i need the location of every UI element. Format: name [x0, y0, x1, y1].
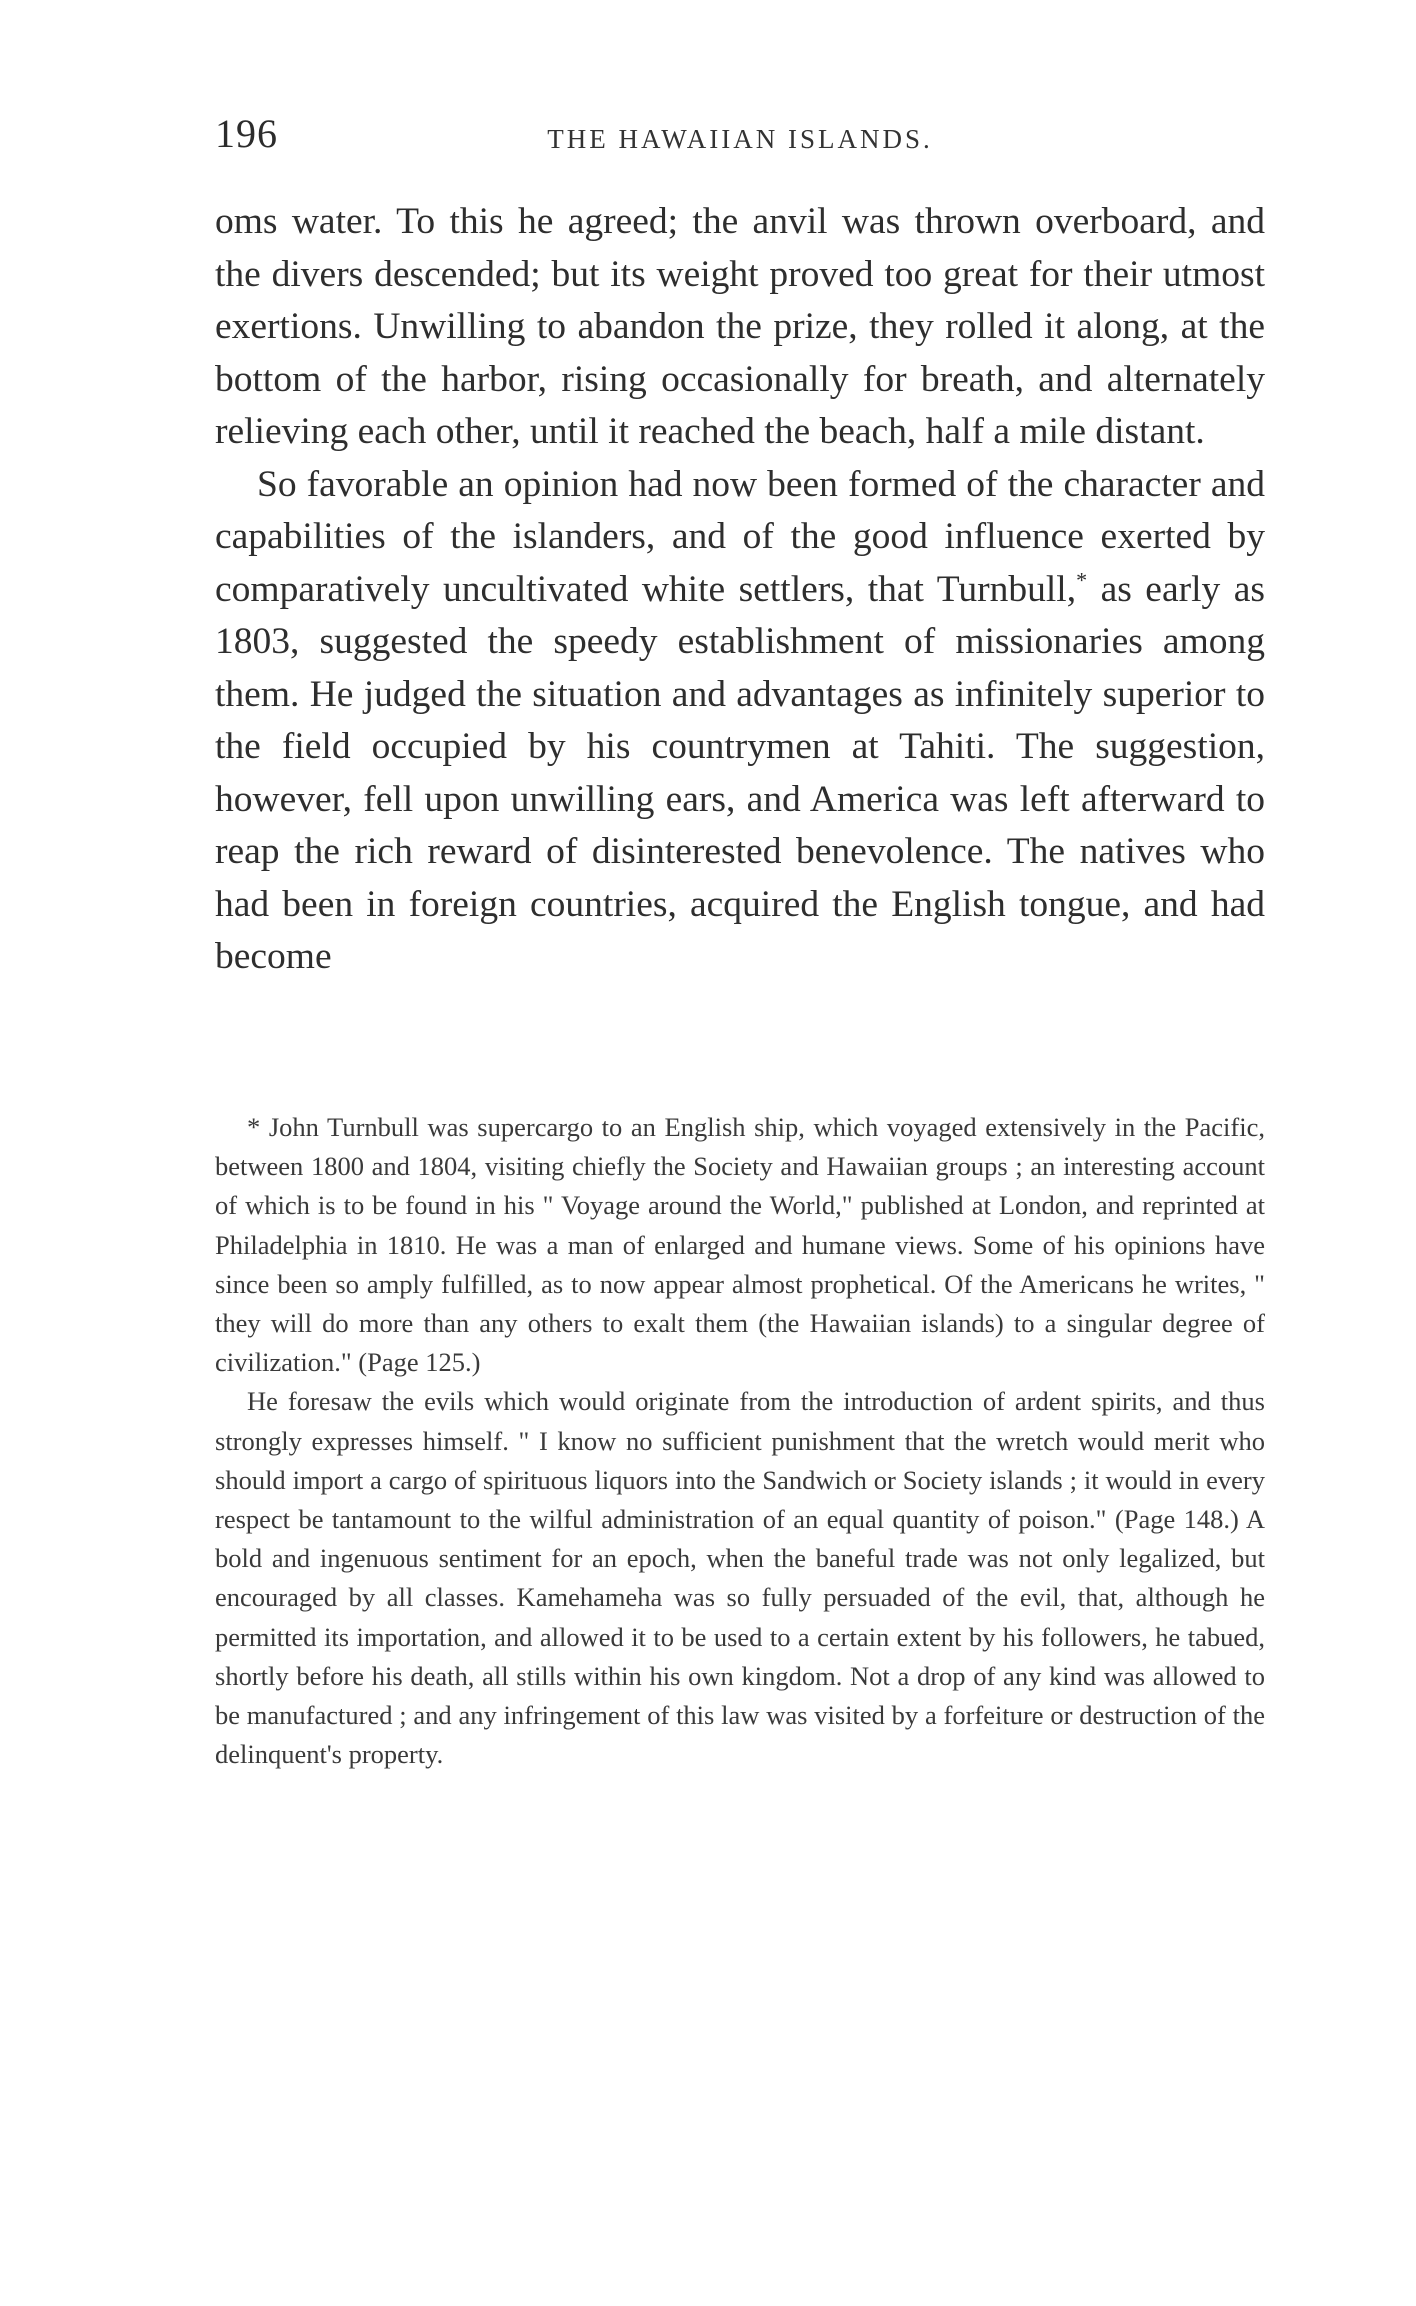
- footnote-marker[interactable]: *: [1076, 567, 1088, 592]
- running-head: THE HAWAIIAN ISLANDS.: [547, 124, 933, 154]
- footnote-turnbull: * John Turnbull was supercargo to an English ship, which voyaged extensively in the Pacific, between 1800 and 1804, visiting chiefly the Society and Hawaiian groups ; an interesting account of which is to be found in his " Voyage around the World," published at London, and reprinted at Philadelphia in 1810. He was a man of enlarged and humane views. Some of his opinions have since been so amply fulfilled, as to now appear almost prophetical. Of the Americans he writes, " they will do more than any others to exalt them (the Hawaiian islands) to a singular degree of civilization." (Page 125.): [215, 1112, 1265, 1378]
- footnote-spirits: He foresaw the evils which would originate from the introduction of ardent spirits, and thus strongly expresses himself. " I know no sufficient punishment that the wretch would merit who should import a cargo of spirituous liquors into the Sandwich or Society islands ; it would in every respect be tantamount to the wilful administration of an equal quantity of poison." (Page 148.) A bold and ingenuous sentiment for an epoch, when the baneful trade was not only legalized, but encouraged by all classes. Kamehameha was so fully persuaded of the evil, that, although he permitted its importation, and allowed it to be used to a certain extent by his followers, he tabued, shortly before his death, all stills within his own kingdom. Not a drop of any kind was allowed to be manufactured ; and any infringement of this law was visited by a forfeiture or destruction of the delinquent's property.: [215, 1386, 1265, 1770]
- paragraph-turnbull-text-end: as early as 1803, suggested the speedy establishment of missionaries among them. He judged the situation and advantages as infinitely superior to the field occupied by his countrymen at Tahiti. The suggestion, however, fell upon unwilling ears, and America was left afterward to reap the rich reward of disinterested benevolence. The natives who had been in foreign countries, acquired the English tongue, and had become: [215, 568, 1265, 977]
- paragraph-continued: oms water. To this he agreed; the anvil was thrown overboard, and the divers descended; but its weight proved too great for their utmost exertions. Unwilling to abandon the prize, they rolled it along, at the bottom of the harbor, rising occasionally for breath, and alternately relieving each other, until it reached the beach, half a mile distant.: [215, 201, 1265, 452]
- paragraph-turnbull-text-start: So favorable an opinion had now been formed of the character and capabilities of the islanders, and of the good influence exerted by comparatively uncultivated white settlers, that Turnbull,: [215, 463, 1265, 610]
- paragraph-turnbull: [215, 459, 1265, 984]
- page-header: [215, 110, 1265, 170]
- main-text: [215, 196, 1265, 984]
- page-number: 196: [215, 111, 278, 156]
- footnotes: [215, 1108, 1265, 1774]
